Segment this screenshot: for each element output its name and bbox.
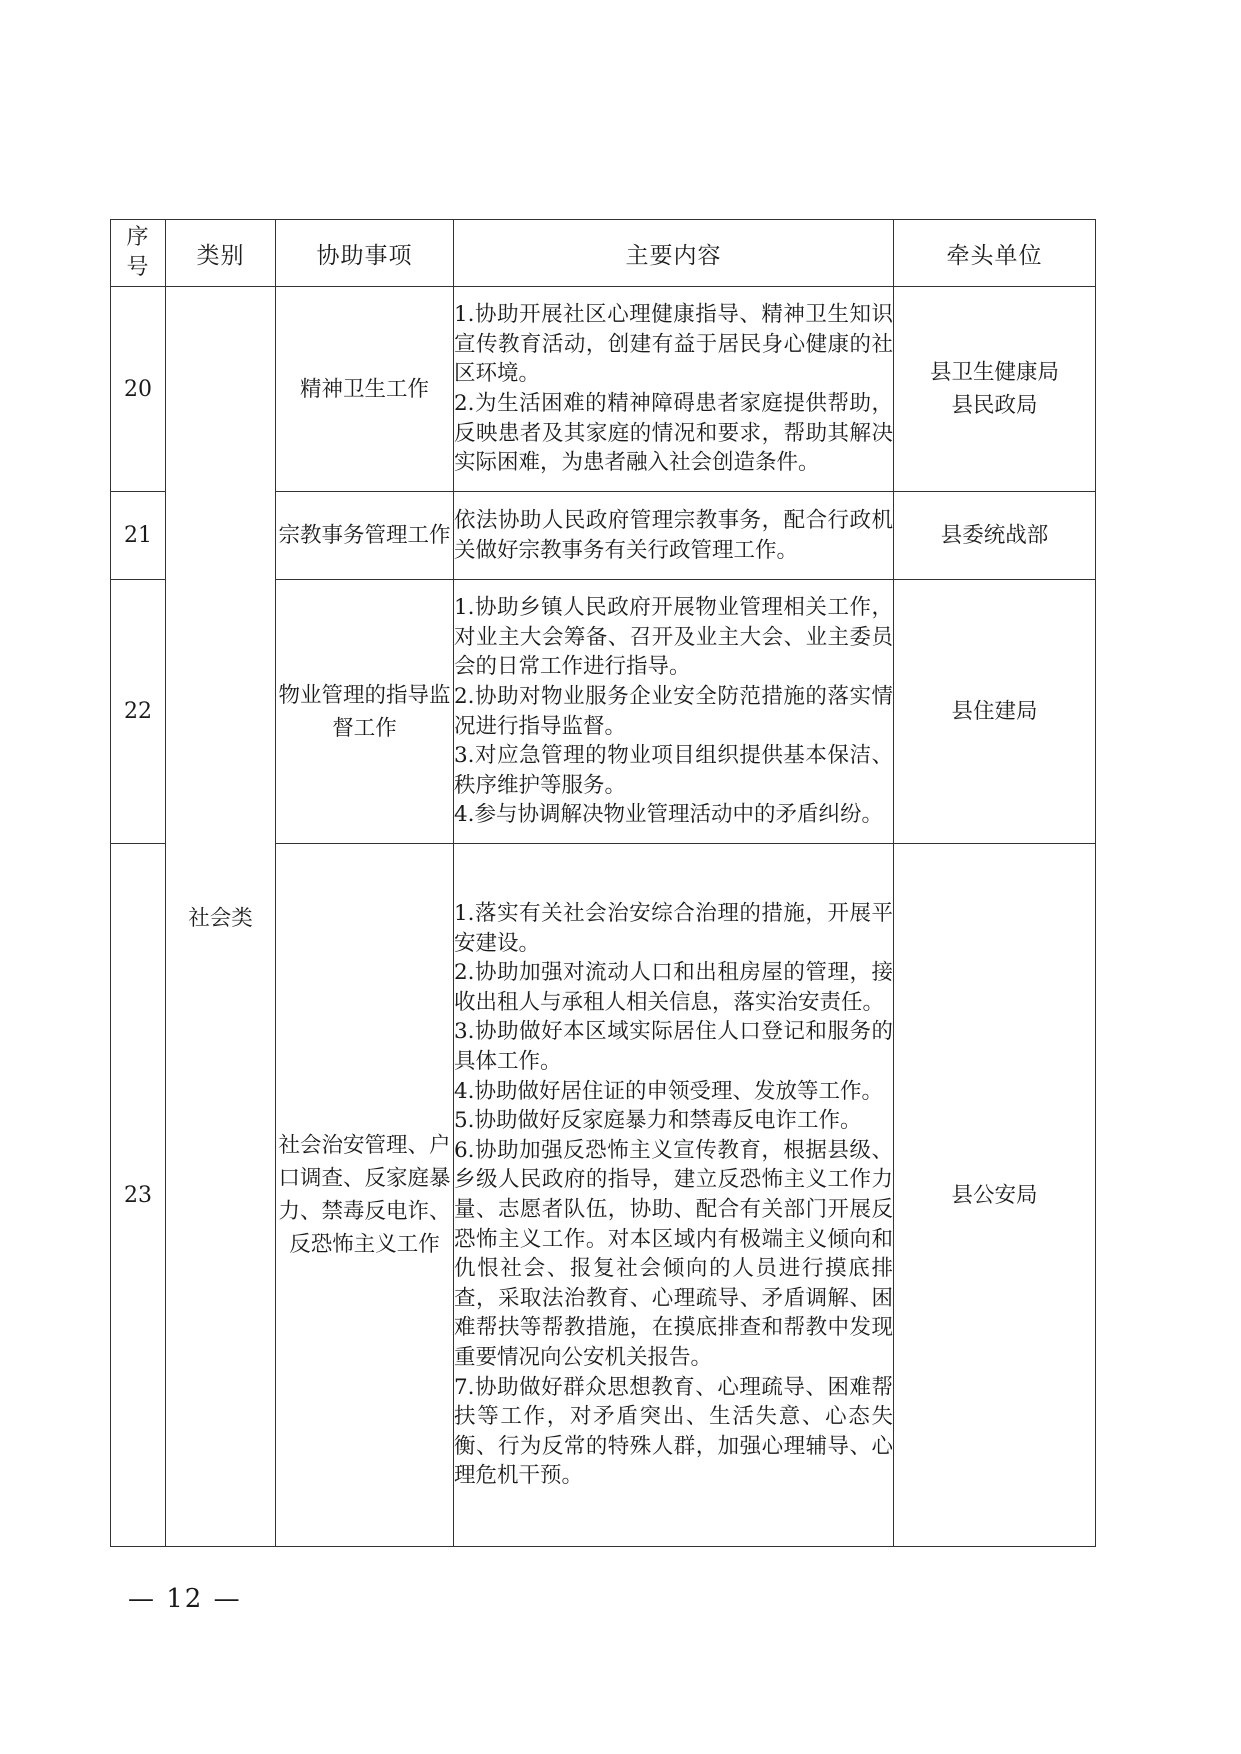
header-item: 协助事项 — [276, 220, 454, 287]
row-number: 21 — [111, 492, 166, 580]
content-paragraph: 2.协助对物业服务企业安全防范措施的落实情况进行指导监督。 — [454, 683, 893, 739]
row-number: 23 — [111, 844, 166, 1547]
content-paragraph: 2.协助加强对流动人口和出租房屋的管理，接收出租人与承租人相关信息，落实治安责任。 — [454, 960, 893, 1015]
content-paragraph: 1.协助乡镇人民政府开展物业管理相关工作，对业主大会筹备、召开及业主大会、业主委员会的日常工作进行指导。 — [454, 595, 893, 680]
header-category: 类别 — [166, 220, 276, 287]
assist-item: 物业管理的指导监督工作 — [276, 580, 454, 844]
content-paragraph: 4.参与协调解决物业管理活动中的矛盾纠纷。 — [454, 802, 884, 828]
lead-unit-name: 县委统战部 — [940, 523, 1049, 548]
page-number: — 12 — — [128, 1584, 242, 1614]
content-paragraph: 4.协助做好居住证的申领受理、发放等工作。 — [454, 1078, 884, 1104]
main-content — [454, 287, 894, 492]
table-row — [111, 287, 1096, 492]
header-seq-text: 序号 — [126, 225, 150, 280]
lead-unit — [894, 844, 1096, 1547]
content-paragraph: 6.协助加强反恐怖主义宣传教育，根据县级、乡级人民政府的指导，建立反恐怖主义工作力量、志愿者队伍，协助、配合有关部门开展反恐怖主义工作。对本区域内有极端主义倾向和仇恨社会、报复社会倾向的人员进行摸底排查，采取法治教育、心理疏导、矛盾调解、困难帮扶等帮教措施，在摸底排查和帮教中发现重要情况向公安机关报告。 — [454, 1137, 893, 1370]
content-paragraph: 依法协助人民政府管理宗教事务，配合行政机关做好宗教事务有关行政管理工作。 — [454, 507, 893, 563]
content-paragraph: 1.落实有关社会治安综合治理的措施，开展平安建设。 — [454, 901, 893, 956]
assist-item: 精神卫生工作 — [276, 287, 454, 492]
row-number: 20 — [111, 287, 166, 492]
lead-unit-name: 县住建局 — [951, 699, 1038, 724]
category-cell: 社会类 — [166, 287, 276, 1547]
table-header-row — [111, 220, 1096, 287]
task-table — [110, 219, 1096, 1547]
lead-unit — [894, 580, 1096, 844]
assist-item: 社会治安管理、户口调查、反家庭暴力、禁毒反电诈、反恐怖主义工作 — [276, 844, 454, 1547]
assist-item: 宗教事务管理工作 — [276, 492, 454, 580]
main-content — [454, 492, 894, 580]
main-content — [454, 580, 894, 844]
lead-unit-name: 县公安局 — [951, 1182, 1038, 1208]
content-paragraph: 5.协助做好反家庭暴力和禁毒反电诈工作。 — [454, 1108, 862, 1134]
header-seq — [111, 220, 166, 287]
content-paragraph: 1.协助开展社区心理健康指导、精神卫生知识宣传教育活动，创建有益于居民身心健康的社区环境。 — [454, 302, 893, 387]
lead-unit — [894, 492, 1096, 580]
lead-unit-name: 县卫生健康局 — [929, 360, 1059, 385]
content-paragraph: 7.协助做好群众思想教育、心理疏导、困难帮扶等工作，对矛盾突出、生活失意、心态失衡、行为反常的特殊人群，加强心理辅导、心理危机干预。 — [454, 1374, 893, 1489]
main-content — [454, 844, 894, 1547]
header-content: 主要内容 — [454, 220, 894, 287]
header-unit: 牵头单位 — [894, 220, 1096, 287]
content-paragraph: 2.为生活困难的精神障碍患者家庭提供帮助，反映患者及其家庭的情况和要求，帮助其解决实际困难，为患者融入社会创造条件。 — [454, 391, 893, 476]
lead-unit — [894, 287, 1096, 492]
content-paragraph: 3.对应急管理的物业项目组织提供基本保洁、秩序维护等服务。 — [454, 743, 893, 798]
lead-unit-name: 县民政局 — [951, 393, 1038, 418]
row-number: 22 — [111, 580, 166, 844]
content-paragraph: 3.协助做好本区域实际居住人口登记和服务的具体工作。 — [454, 1019, 893, 1075]
